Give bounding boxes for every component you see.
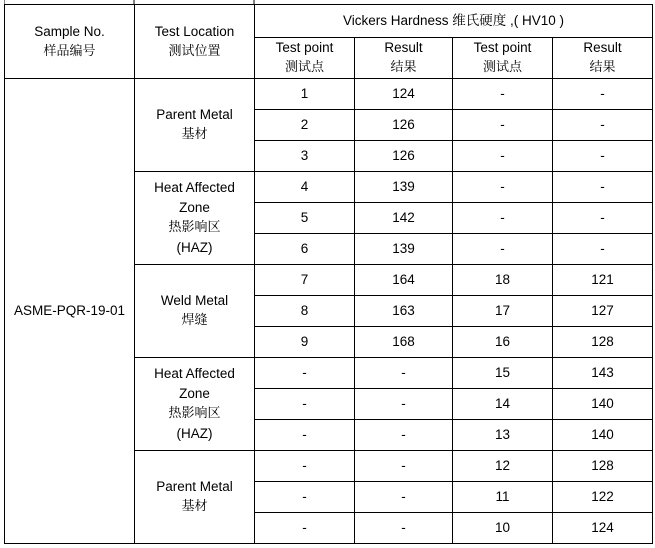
test-point-a-value: - [302, 458, 307, 473]
test-point-header-en: Test point [275, 40, 334, 55]
test-point-a-value: 3 [300, 148, 309, 163]
sample-no-header [5, 5, 135, 79]
result-a-cell [355, 110, 453, 141]
test-point-a-cell [255, 203, 355, 234]
test-point-b-value: 10 [494, 520, 511, 535]
test-location-line: 焊缝 [181, 313, 208, 328]
test-point-b-value: 16 [494, 334, 511, 349]
test-location-cell [135, 265, 255, 358]
test-point-a-cell [255, 172, 355, 203]
test-point-a-value: 9 [300, 334, 309, 349]
result-b-cell [553, 296, 653, 327]
result-b-cell [553, 420, 653, 451]
result-a-cell [355, 234, 453, 265]
result-a-value: - [401, 365, 406, 380]
test-point-a-cell [255, 420, 355, 451]
result-header-cn: 结果 [589, 60, 616, 75]
result-a-cell [355, 79, 453, 110]
test-point-b-value: - [500, 86, 505, 101]
result-a-cell [355, 482, 453, 513]
result-a-value: 139 [392, 179, 415, 194]
test-point-header-1 [255, 38, 355, 79]
result-a-cell [355, 358, 453, 389]
test-point-b-cell [453, 420, 553, 451]
result-b-cell [553, 172, 653, 203]
test-location-line: Heat Affected [154, 366, 235, 381]
test-location-line: Parent Metal [156, 479, 233, 494]
result-a-cell [355, 296, 453, 327]
test-point-b-cell [453, 141, 553, 172]
vickers-hardness-table [4, 4, 653, 544]
test-point-a-value: 7 [300, 272, 309, 287]
test-point-b-cell [453, 110, 553, 141]
test-point-b-cell [453, 389, 553, 420]
result-b-cell [553, 110, 653, 141]
result-b-cell [553, 482, 653, 513]
test-point-a-cell [255, 451, 355, 482]
result-b-value: - [600, 148, 605, 163]
result-header-1 [355, 38, 453, 79]
result-b-value: 128 [591, 458, 614, 473]
result-b-value: 122 [591, 489, 614, 504]
test-point-b-cell [453, 327, 553, 358]
result-a-cell [355, 513, 453, 544]
test-point-b-value: - [500, 241, 505, 256]
result-b-value: - [600, 86, 605, 101]
result-b-value: 121 [591, 272, 614, 287]
result-a-value: 139 [392, 241, 415, 256]
test-point-a-cell [255, 110, 355, 141]
test-location-header-cn: 测试位置 [168, 43, 221, 59]
test-point-header-2 [453, 38, 553, 79]
test-point-a-cell [255, 141, 355, 172]
test-point-a-cell [255, 265, 355, 296]
test-point-a-cell [255, 234, 355, 265]
result-header-2 [553, 38, 653, 79]
result-b-cell [553, 358, 653, 389]
result-a-cell [355, 141, 453, 172]
test-point-a-value: 5 [300, 210, 309, 225]
test-point-a-value: 6 [300, 241, 309, 256]
test-point-a-cell [255, 482, 355, 513]
hardness-table-container [4, 4, 653, 544]
test-point-b-value: - [500, 148, 505, 163]
result-a-value: 168 [392, 334, 415, 349]
sample-id: ASME-PQR-19-01 [13, 303, 126, 318]
test-point-b-value: - [500, 117, 505, 132]
test-point-a-value: 2 [300, 117, 309, 132]
sample-id-cell [5, 79, 135, 544]
result-a-cell [355, 451, 453, 482]
result-b-cell [553, 234, 653, 265]
result-b-cell [553, 513, 653, 544]
test-point-b-cell [453, 451, 553, 482]
test-point-a-value: - [302, 396, 307, 411]
test-point-b-value: 15 [494, 365, 511, 380]
test-location-line: Zone [179, 200, 210, 215]
sample-no-header-cn: 样品编号 [43, 43, 96, 59]
test-point-header-cn: 测试点 [284, 60, 324, 75]
result-b-value: 128 [591, 334, 614, 349]
test-location-line: 基材 [181, 127, 208, 142]
result-b-value: 127 [591, 303, 614, 318]
result-a-cell [355, 203, 453, 234]
result-b-value: 124 [591, 520, 614, 535]
test-point-header-cn: 测试点 [482, 60, 522, 75]
result-b-cell [553, 451, 653, 482]
test-location-cell [135, 358, 255, 451]
test-point-b-cell [453, 265, 553, 296]
result-b-value: - [600, 179, 605, 194]
test-location-line: Zone [179, 386, 210, 401]
test-point-b-value: 17 [494, 303, 511, 318]
test-point-b-cell [453, 172, 553, 203]
result-b-cell [553, 141, 653, 172]
test-point-a-value: 8 [300, 303, 309, 318]
result-a-value: - [401, 427, 406, 442]
test-point-b-value: - [500, 179, 505, 194]
test-point-b-value: 13 [494, 427, 511, 442]
result-a-value: 126 [392, 117, 415, 132]
result-b-value: - [600, 241, 605, 256]
result-b-value: - [600, 117, 605, 132]
result-a-value: 124 [392, 86, 415, 101]
test-point-a-value: - [302, 427, 307, 442]
test-point-b-cell [453, 482, 553, 513]
test-location-header [135, 5, 255, 79]
test-point-b-cell [453, 358, 553, 389]
test-location-line: Parent Metal [156, 107, 233, 122]
test-location-line: Heat Affected [154, 180, 235, 195]
test-location-header-en: Test Location [154, 23, 235, 39]
test-point-b-cell [453, 296, 553, 327]
result-b-value: 143 [591, 365, 614, 380]
test-point-a-value: 1 [300, 86, 309, 101]
test-point-b-cell [453, 513, 553, 544]
test-point-b-value: 12 [494, 458, 511, 473]
result-a-value: - [401, 520, 406, 535]
test-location-cell [135, 451, 255, 544]
result-a-cell [355, 327, 453, 358]
header-row-1 [5, 5, 653, 38]
result-a-cell [355, 389, 453, 420]
test-location-line: 热影响区 [168, 220, 221, 235]
result-a-value: 164 [392, 272, 415, 287]
result-b-value: 140 [591, 427, 614, 442]
result-a-value: - [401, 458, 406, 473]
test-location-cell [135, 172, 255, 265]
result-b-cell [553, 265, 653, 296]
result-b-cell [553, 79, 653, 110]
result-b-cell [553, 203, 653, 234]
sample-no-header-en: Sample No. [34, 23, 105, 39]
test-point-a-value: 4 [300, 179, 309, 194]
result-a-value: 163 [392, 303, 415, 318]
test-point-header-en: Test point [473, 40, 532, 55]
result-a-cell [355, 172, 453, 203]
vickers-hardness-header [255, 5, 653, 38]
result-a-value: 142 [392, 210, 415, 225]
test-location-line: (HAZ) [176, 240, 213, 255]
test-point-a-value: - [302, 489, 307, 504]
result-a-value: - [401, 489, 406, 504]
result-b-value: - [600, 210, 605, 225]
result-header-cn: 结果 [390, 60, 417, 75]
result-header-en: Result [384, 40, 423, 55]
test-point-b-value: - [500, 210, 505, 225]
test-point-a-cell [255, 296, 355, 327]
test-point-a-cell [255, 513, 355, 544]
test-location-line: Weld Metal [160, 293, 229, 308]
result-b-cell [553, 327, 653, 358]
test-point-b-value: 18 [494, 272, 511, 287]
test-point-a-cell [255, 79, 355, 110]
test-point-b-cell [453, 203, 553, 234]
result-a-value: 126 [392, 148, 415, 163]
test-point-b-cell [453, 234, 553, 265]
test-location-line: (HAZ) [176, 426, 213, 441]
test-location-line: 热影响区 [168, 406, 221, 421]
test-point-b-value: 14 [494, 396, 511, 411]
result-header-en: Result [583, 40, 622, 55]
result-b-cell [553, 389, 653, 420]
test-location-line: 基材 [181, 499, 208, 514]
test-point-a-cell [255, 358, 355, 389]
result-a-value: - [401, 396, 406, 411]
test-point-a-cell [255, 327, 355, 358]
test-point-b-cell [453, 79, 553, 110]
result-a-cell [355, 265, 453, 296]
test-point-b-value: 11 [495, 489, 510, 504]
table-row [5, 79, 653, 110]
test-point-a-value: - [302, 365, 307, 380]
test-point-a-cell [255, 389, 355, 420]
test-location-cell [135, 79, 255, 172]
result-a-cell [355, 420, 453, 451]
result-b-value: 140 [591, 396, 614, 411]
vickers-hardness-title: Vickers Hardness 维氏硬度 ,( HV10 ) [342, 13, 565, 28]
test-point-a-value: - [302, 520, 307, 535]
